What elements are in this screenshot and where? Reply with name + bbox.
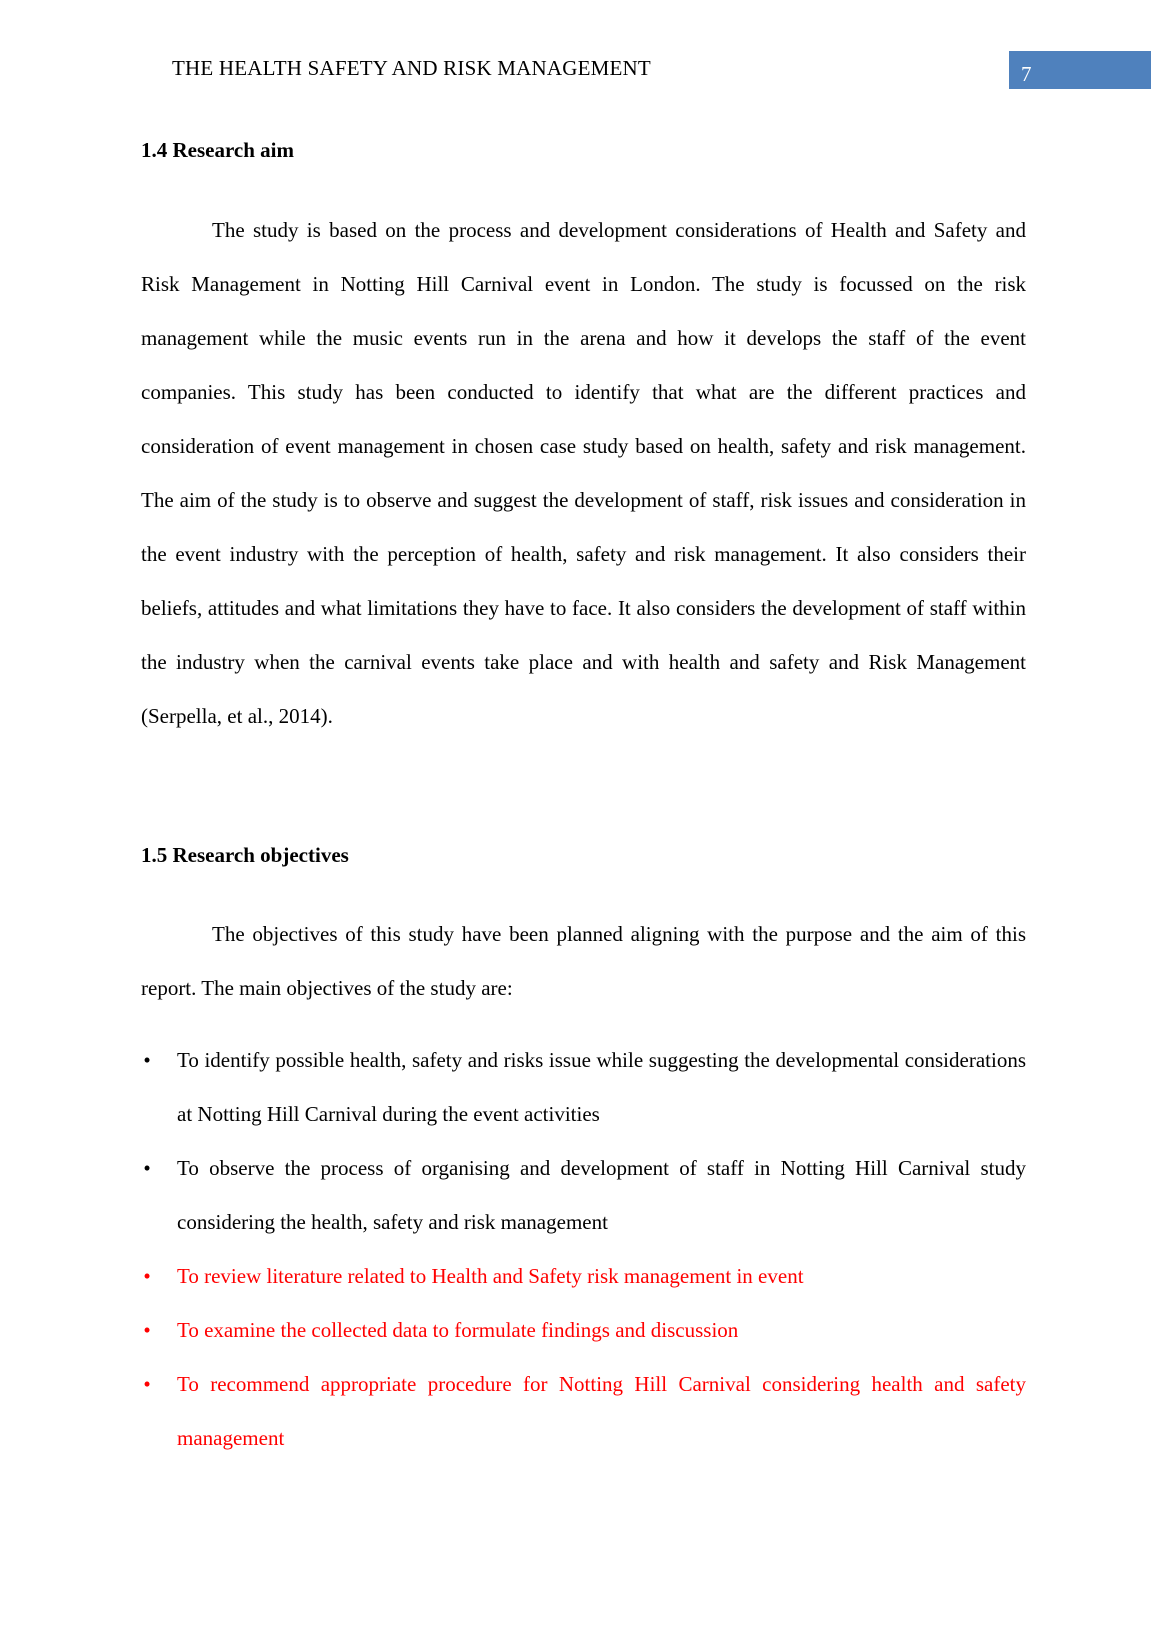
research-objectives-intro: The objectives of this study have been planned aligning with the purpose and the aim of this report. The main objectives of the study are: (141, 922, 1026, 1000)
research-aim-heading: 1.4 Research aim (141, 138, 294, 162)
bullet-icon: • (143, 1156, 151, 1180)
objective-item (141, 1033, 1026, 1141)
objective-text: To observe the process of organising and development of staff in Notting Hill Carnival study considering the health, safety and risk management (177, 1156, 1026, 1234)
objective-item-highlighted (141, 1303, 1026, 1357)
objective-item-highlighted (141, 1357, 1026, 1465)
objective-item-highlighted (141, 1249, 1026, 1303)
research-aim-paragraph: The study is based on the process and development considerations of Health and Safety and Risk Management in Notting Hill Carnival event in London. The study is focussed on the risk management while the music events run in the arena and how it develops the staff of the event companies. This study has been conducted to identify that what are the different practices and consideration of event management in chosen case study based on health, safety and risk management. The aim of the study is to observe and suggest the development of staff, risk issues and consideration in the event industry with the perception of health, safety and risk management. It also considers their beliefs, attitudes and what limitations they have to face. It also considers the development of staff within the industry when the carnival events take place and with health and safety and Risk Management (Serpella, et al., 2014). (141, 218, 1026, 728)
research-objectives-heading: 1.5 Research objectives (141, 843, 349, 867)
page-number: 7 (1021, 62, 1032, 86)
bullet-icon: • (143, 1264, 151, 1288)
bullet-icon: • (143, 1372, 151, 1396)
objective-item (141, 1141, 1026, 1249)
bullet-icon: • (143, 1048, 151, 1072)
running-header-title: THE HEALTH SAFETY AND RISK MANAGEMENT (172, 56, 651, 80)
objective-text: To recommend appropriate procedure for Notting Hill Carnival considering health and safety management (177, 1372, 1026, 1450)
objectives-list (141, 1033, 1026, 1465)
objective-text: To identify possible health, safety and risks issue while suggesting the developmental considerations at Notting Hill Carnival during the event activities (177, 1048, 1026, 1126)
objective-text: To review literature related to Health and Safety risk management in event (177, 1264, 804, 1288)
bullet-icon: • (143, 1318, 151, 1342)
objective-text: To examine the collected data to formulate findings and discussion (177, 1318, 739, 1342)
page-number-box (1009, 51, 1151, 89)
